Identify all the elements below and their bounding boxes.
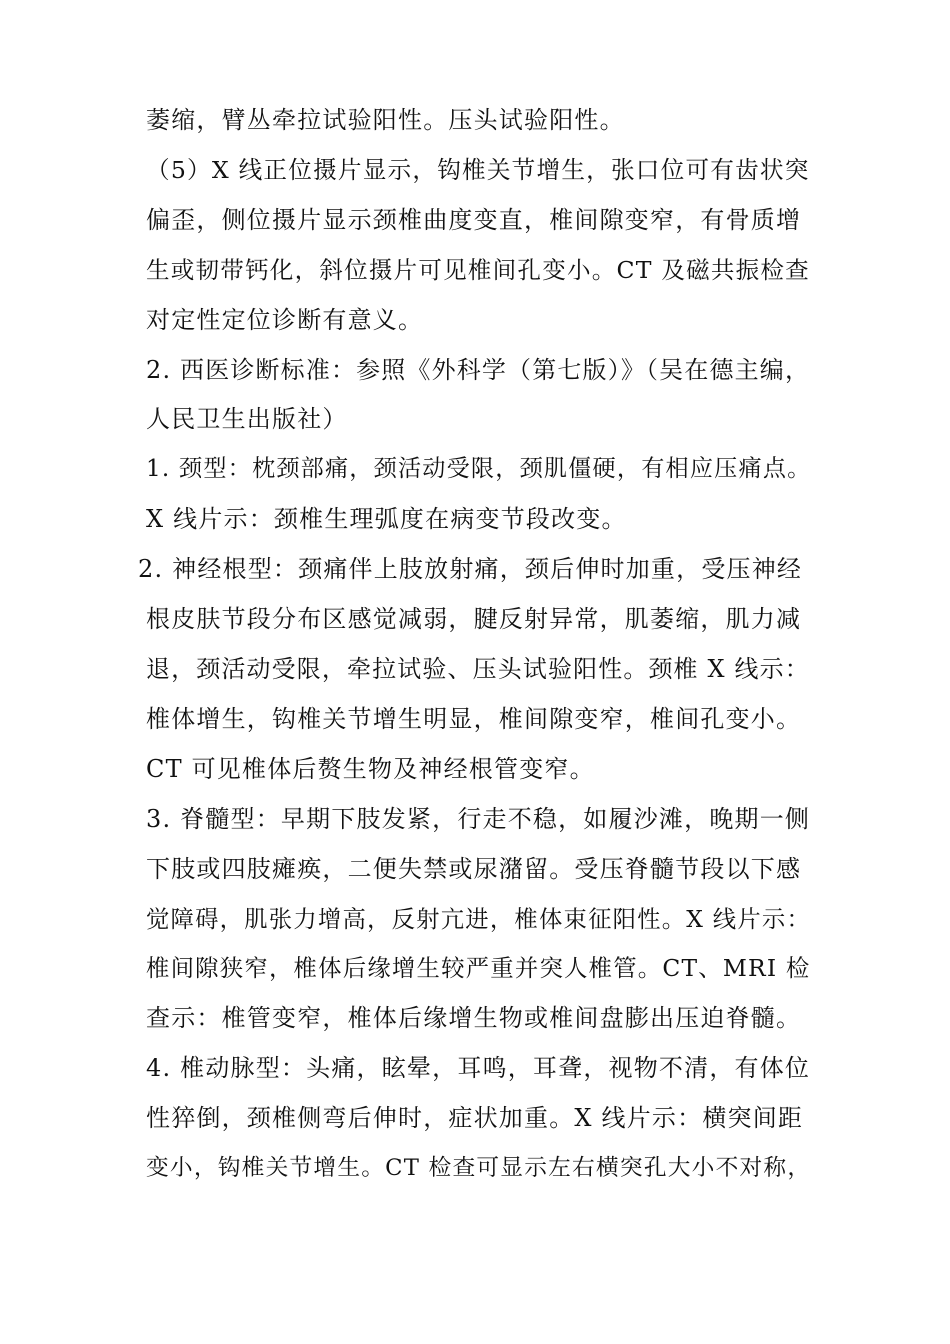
text-line-16: 下肢或四肢瘫痪，二便失禁或尿潴留。受压脊髓节段以下感 <box>146 855 802 883</box>
text-line-7: 人民卫生出版社） <box>146 405 348 433</box>
text-line-12: 退，颈活动受限，牵拉试验、压头试验阳性。颈椎 X 线示： <box>146 655 810 683</box>
text-line-21: 性猝倒，颈椎侧弯后伸时，症状加重。X 线片示：横突间距 <box>146 1104 804 1132</box>
text-line-4: 生或韧带钙化，斜位摄片可见椎间孔变小。CT 及磁共振检查 <box>146 256 810 284</box>
text-line-6: 2. 西医诊断标准：参照《外科学（第七版）》（吴在德主编， <box>146 356 811 384</box>
text-line-17: 觉障碍，肌张力增高，反射亢进，椎体束征阳性。X 线片示： <box>146 905 811 933</box>
text-line-9: X 线片示：颈椎生理弧度在病变节段改变。 <box>146 505 627 533</box>
text-line-13: 椎体增生，钩椎关节增生明显，椎间隙变窄，椎间孔变小。 <box>146 705 802 733</box>
text-line-2: （5）X 线正位摄片显示，钩椎关节增生，张口位可有齿状突 <box>146 156 810 184</box>
text-line-8: 1. 颈型：枕颈部痛，颈活动受限，颈肌僵硬，有相应压痛点。 <box>146 456 812 482</box>
text-line-5: 对定性定位诊断有意义。 <box>146 306 424 334</box>
text-line-18: 椎间隙狭窄，椎体后缘增生较严重并突人椎管。CT、MRI 检 <box>146 954 811 982</box>
text-line-10: 2. 神经根型：颈痛伴上肢放射痛，颈后伸时加重，受压神经 <box>138 555 803 583</box>
text-line-19: 查示：椎管变窄，椎体后缘增生物或椎间盘膨出压迫脊髓。 <box>146 1004 802 1032</box>
text-line-20: 4. 椎动脉型：头痛，眩晕，耳鸣，耳聋，视物不清，有体位 <box>146 1054 811 1082</box>
text-line-22: 变小，钩椎关节增生。CT 检查可显示左右横突孔大小不对称， <box>146 1155 812 1181</box>
text-line-1: 萎缩，臂丛牵拉试验阳性。压头试验阳性。 <box>146 106 625 134</box>
text-line-15: 3. 脊髓型：早期下肢发紧，行走不稳，如履沙滩，晚期一侧 <box>146 805 811 833</box>
text-line-11: 根皮肤节段分布区感觉减弱，腱反射异常，肌萎缩，肌力减 <box>146 605 802 633</box>
text-line-3: 偏歪，侧位摄片显示颈椎曲度变直，椎间隙变窄，有骨质增 <box>146 206 802 234</box>
text-line-14: CT 可见椎体后赘生物及神经根管变窄。 <box>146 755 595 783</box>
